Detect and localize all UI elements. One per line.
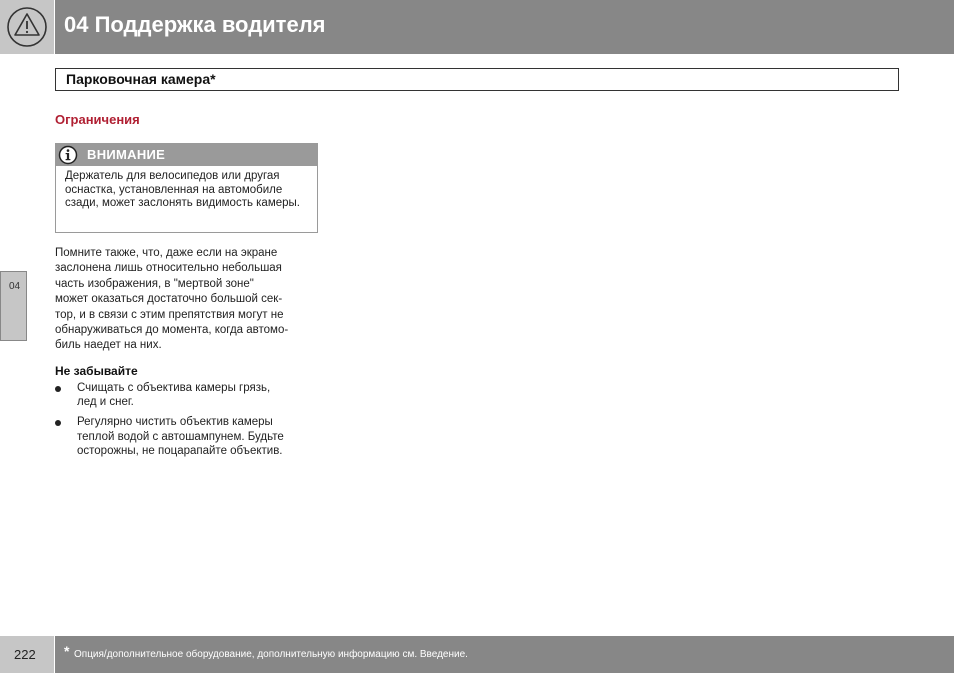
- chapter-side-tab[interactable]: [0, 271, 27, 341]
- body-line: тор, и в связи с этим препятствия могут не: [55, 308, 284, 321]
- page-number: 222: [14, 647, 36, 662]
- warning-label: ВНИМАНИЕ: [87, 147, 166, 162]
- bullet-dot-icon: [55, 420, 61, 426]
- body-line: часть изображения, в "мертвой зоне": [55, 277, 254, 290]
- remember-list: [55, 381, 317, 458]
- body-line: заслонена лишь относительно небольшая: [55, 262, 282, 275]
- chapter-title: 04 Поддержка водителя: [64, 12, 326, 37]
- body-line: биль наедет на них.: [55, 339, 162, 352]
- warning-box: [55, 143, 318, 233]
- warning-text: Держатель для велосипедов или другая оснастка, установленная на автомобиле сзади, может заслонять видимость камеры.: [65, 170, 300, 209]
- body-line: обнаруживаться до момента, когда автомо-: [55, 324, 289, 337]
- bullet-dot-icon: [55, 386, 61, 392]
- header-icon-box: [0, 0, 54, 54]
- list-item-line: лед и снег.: [77, 396, 134, 409]
- list-item-line: Регулярно чистить объектив камеры: [77, 416, 273, 429]
- body-paragraph: [55, 246, 317, 354]
- body-line: может оказаться достаточно большой сек-: [55, 293, 283, 306]
- list-item: [55, 381, 317, 409]
- subheading: Ограничения: [55, 112, 140, 127]
- warning-header: [56, 144, 317, 166]
- warning-triangle-icon: [0, 0, 54, 54]
- footnote-star: *: [64, 643, 70, 659]
- page-number-box: [0, 636, 54, 673]
- footer-bar: [55, 636, 954, 673]
- body-line: Помните также, что, даже если на экране: [55, 247, 278, 259]
- section-title: Парковочная камера*: [55, 68, 899, 91]
- list-item: [55, 415, 317, 458]
- footnote-text: Опция/дополнительное оборудование, дополнительную информацию см. Введение.: [74, 649, 468, 660]
- side-tab-label: 04: [9, 281, 21, 292]
- list-item-line: осторожны, не поцарапайте объектив.: [77, 444, 283, 457]
- list-item-line: Счищать с объектива камеры грязь,: [77, 382, 271, 394]
- remember-heading: Не забывайте: [55, 364, 138, 378]
- info-icon: [58, 145, 78, 165]
- list-item-line: теплой водой с автошампунем. Будьте: [77, 430, 284, 443]
